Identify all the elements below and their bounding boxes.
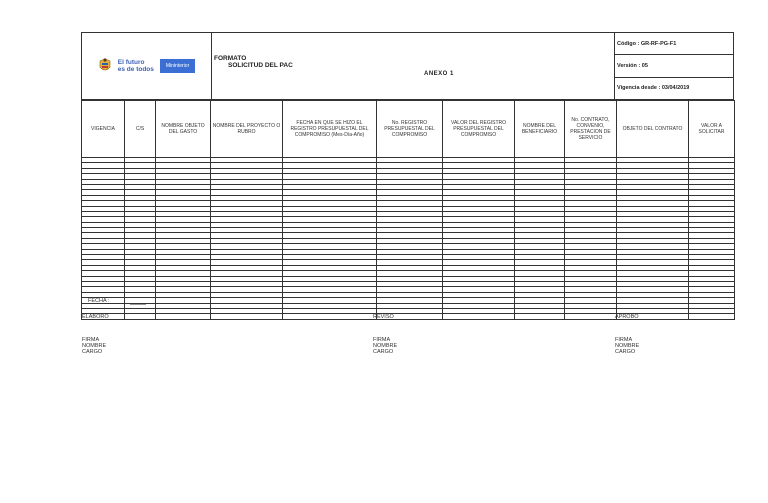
format-subtitle: SOLICITUD DEL PAC [228,62,293,69]
table-cell[interactable] [283,314,377,319]
version-field: Versión : 05 [615,55,733,77]
col-no-registro: No. REGISTRO PRESUPUESTAL DEL COMPROMISO [377,101,443,158]
format-title-group [214,55,293,69]
signature-cargo: CARGO [373,349,394,355]
table-cell[interactable] [211,314,283,319]
fecha-label: FECHA : [88,298,110,304]
logo-slogan [118,59,154,73]
signature-elaboro [82,314,109,355]
anexo-label: ANEXO 1 [424,71,454,77]
government-logo [98,58,195,74]
table-cell[interactable] [443,314,515,319]
col-fecha-registro: FECHA EN QUE SE HIZO EL REGISTRO PRESUPUESTAL DEL COMPROMISO (Mes-Día-Año) [283,101,377,158]
logo-line-2: es de todos [117,66,154,73]
signature-role: APROBO [615,314,639,320]
ministry-badge: Mininterior [160,59,195,73]
fecha-input-line[interactable] [130,304,146,305]
signature-reviso [373,314,397,355]
table-cell[interactable] [689,314,735,319]
signature-role: ELABORO [82,314,109,320]
table-body [82,158,735,320]
signature-nombre: NOMBRE [82,343,107,349]
signature-role: REVISO [373,314,394,320]
table-cell[interactable] [125,314,156,319]
document-control-block [615,33,733,99]
col-cs: C/S [125,101,156,158]
col-valor-solicitar: VALOR A SOLICITAR [689,101,735,158]
pac-form [81,32,734,320]
logo-block [82,33,212,99]
title-block [212,33,615,99]
table-cell[interactable] [565,314,617,319]
format-title: FORMATO [214,55,247,62]
col-nombre-beneficiario: NOMBRE DEL BENEFICIARIO [515,101,565,158]
codigo-field: Código : GR-RF-PG-F1 [615,33,733,55]
table-cell[interactable] [515,314,565,319]
table-header-row [82,101,735,158]
signature-cargo: CARGO [82,349,103,355]
col-nombre-objeto-gasto: NOMBRE OBJETO DEL GASTO [156,101,211,158]
signature-cargo: CARGO [615,349,636,355]
signature-firma: FIRMA [373,337,391,343]
logo-line-1: El futuro [117,59,145,66]
col-valor-registro: VALOR DEL REGISTRO PRESUPUESTAL DEL COMPROMISO [443,101,515,158]
col-vigencia: VIGENCIA [82,101,125,158]
colombia-coat-of-arms-icon [98,58,112,74]
signature-aprobo [615,314,639,355]
form-header [81,32,734,100]
signature-firma: FIRMA [615,337,633,343]
signature-nombre: NOMBRE [615,343,640,349]
signature-nombre: NOMBRE [373,343,398,349]
signature-firma: FIRMA [82,337,100,343]
pac-table [81,100,735,320]
col-no-contrato: No. CONTRATO, CONVENIO, PRESTACION DE SERVICIO [565,101,617,158]
col-nombre-proyecto: NOMBRE DEL PROYECTO O RUBRO [211,101,283,158]
vigencia-field: Vigencia desde : 03/04/2019 [617,85,690,92]
col-objeto-contrato: OBJETO DEL CONTRATO [617,101,689,158]
table-cell[interactable] [156,314,211,319]
